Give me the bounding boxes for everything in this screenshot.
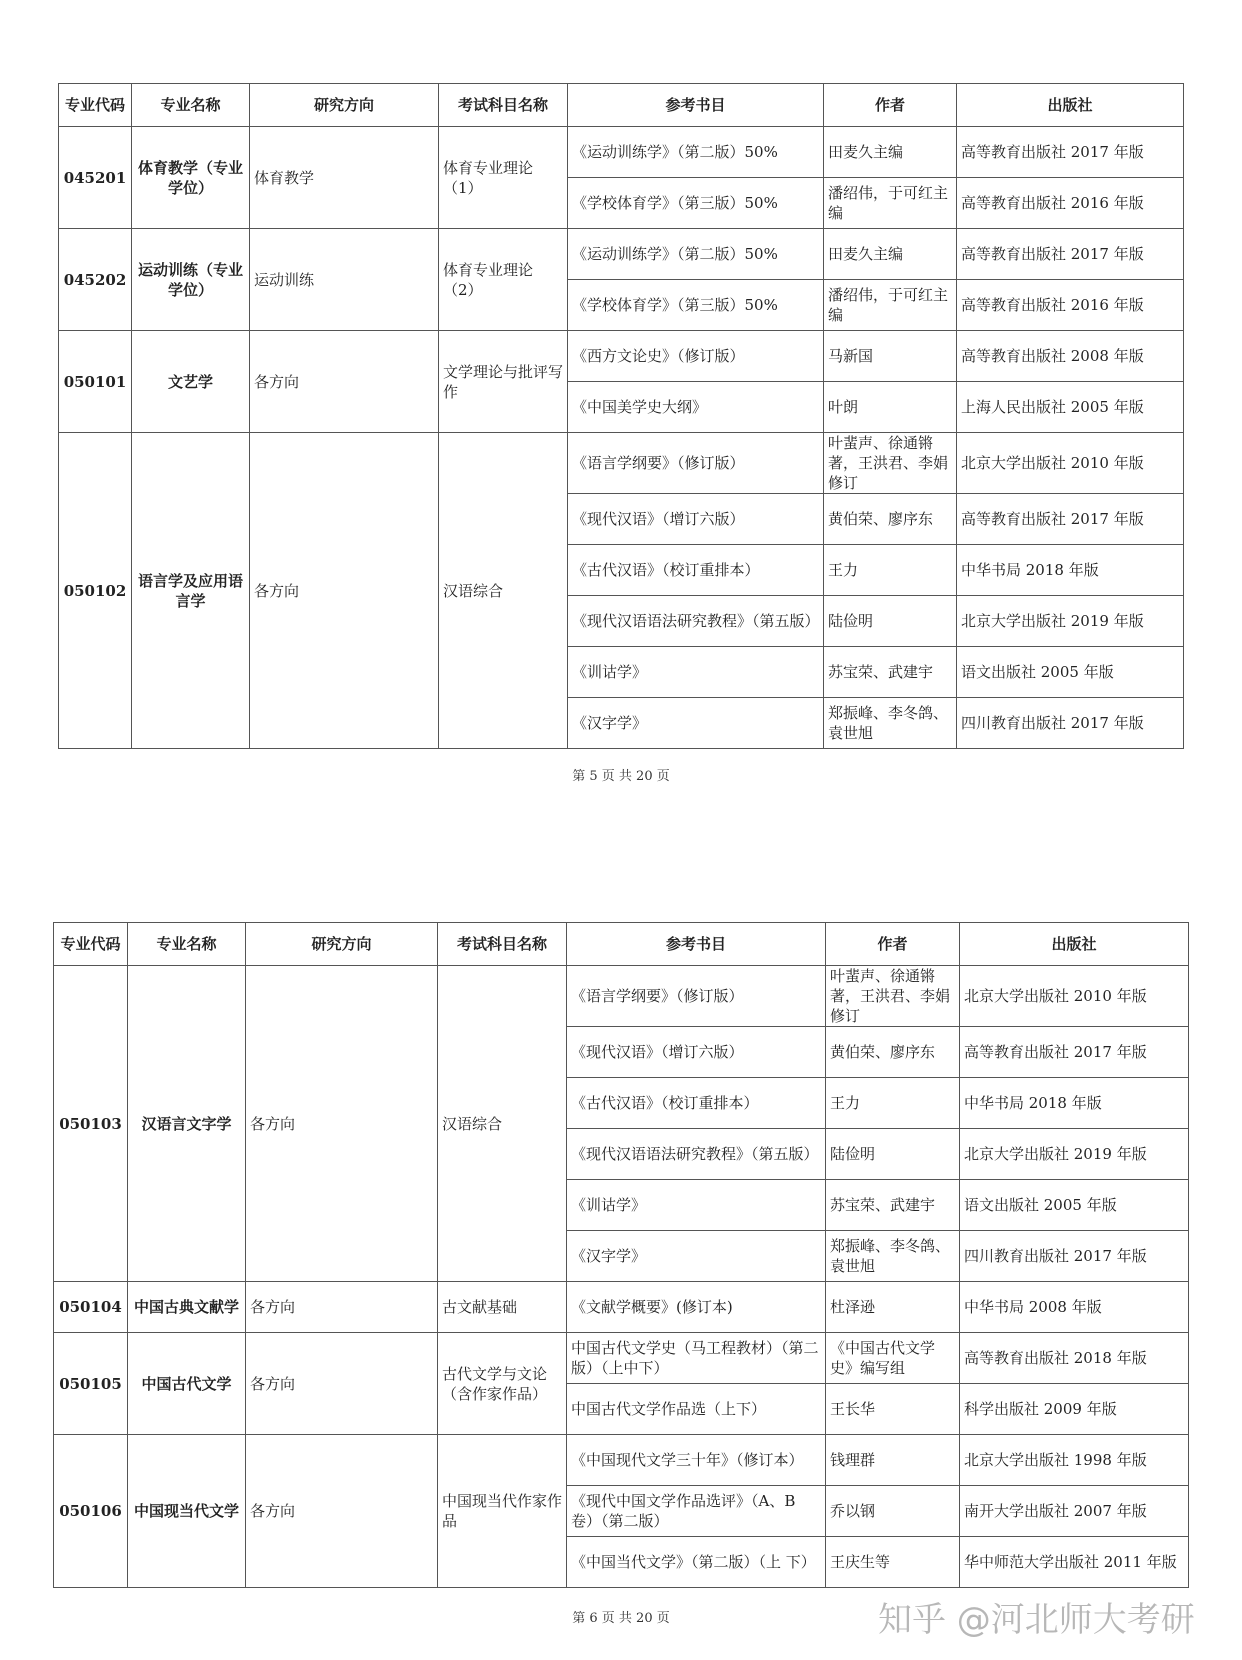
book-author: 乔以钢 xyxy=(826,1486,960,1537)
page-footer: 第 5 页 共 20 页 xyxy=(572,769,670,784)
book-author: 杜泽逊 xyxy=(826,1282,960,1333)
header-books: 参考书目 xyxy=(567,923,826,966)
book-title: 《文献学概要》(修订本) xyxy=(567,1282,826,1333)
book-publisher: 中华书局 2018 年版 xyxy=(957,545,1184,596)
header-direction: 研究方向 xyxy=(246,923,438,966)
book-publisher: 北京大学出版社 2019 年版 xyxy=(957,596,1184,647)
book-author: 黄伯荣、廖序东 xyxy=(826,1027,960,1078)
table-row xyxy=(54,1435,1189,1486)
book-title: 《运动训练学》（第二版）50% xyxy=(568,127,824,178)
book-author: 苏宝荣、武建宇 xyxy=(826,1180,960,1231)
header-publisher: 出版社 xyxy=(957,84,1184,127)
exam-subject: 汉语综合 xyxy=(438,966,567,1282)
book-author: 王力 xyxy=(826,1078,960,1129)
book-author: 叶蜚声、徐通锵著，王洪君、李娟修订 xyxy=(826,966,960,1027)
exam-subject: 体育专业理论（2） xyxy=(439,229,568,331)
book-title: 《中国现代文学三十年》（修订本） xyxy=(567,1435,826,1486)
book-publisher: 四川教育出版社 2017 年版 xyxy=(957,698,1184,749)
book-title: 《学校体育学》（第三版）50% xyxy=(568,280,824,331)
book-title: 《现代中国文学作品选评》（A、B 卷）（第二版） xyxy=(567,1486,826,1537)
book-publisher: 中华书局 2008 年版 xyxy=(960,1282,1189,1333)
book-author: 叶朗 xyxy=(824,382,957,433)
header-author: 作者 xyxy=(824,84,957,127)
book-title: 《中国当代文学》（第二版）（上 下） xyxy=(567,1537,826,1588)
book-publisher: 中华书局 2018 年版 xyxy=(960,1078,1189,1129)
major-code: 050102 xyxy=(59,433,132,749)
book-author: 马新国 xyxy=(824,331,957,382)
book-title: 《训诂学》 xyxy=(568,647,824,698)
table-row xyxy=(54,1333,1189,1384)
research-direction: 各方向 xyxy=(246,1333,438,1435)
major-name: 运动训练（专业学位） xyxy=(132,229,250,331)
header-author: 作者 xyxy=(826,923,960,966)
header-exam: 考试科目名称 xyxy=(438,923,567,966)
header-direction: 研究方向 xyxy=(250,84,439,127)
book-publisher: 高等教育出版社 2017 年版 xyxy=(957,229,1184,280)
major-name: 语言学及应用语言学 xyxy=(132,433,250,749)
book-publisher: 科学出版社 2009 年版 xyxy=(960,1384,1189,1435)
exam-subject: 汉语综合 xyxy=(439,433,568,749)
exam-subject: 中国现当代作家作品 xyxy=(438,1435,567,1588)
book-author: 王庆生等 xyxy=(826,1537,960,1588)
book-publisher: 北京大学出版社 2019 年版 xyxy=(960,1129,1189,1180)
major-name: 体育教学（专业学位） xyxy=(132,127,250,229)
table-row xyxy=(59,127,1184,178)
header-name: 专业名称 xyxy=(132,84,250,127)
book-author: 王力 xyxy=(824,545,957,596)
table-row xyxy=(59,229,1184,280)
book-title: 《运动训练学》（第二版）50% xyxy=(568,229,824,280)
research-direction: 各方向 xyxy=(246,966,438,1282)
book-publisher: 高等教育出版社 2008 年版 xyxy=(957,331,1184,382)
book-publisher: 高等教育出版社 2018 年版 xyxy=(960,1333,1189,1384)
research-direction: 各方向 xyxy=(246,1282,438,1333)
book-title: 中国古代文学作品选（上下） xyxy=(567,1384,826,1435)
book-publisher: 南开大学出版社 2007 年版 xyxy=(960,1486,1189,1537)
book-title: 《训诂学》 xyxy=(567,1180,826,1231)
book-publisher: 华中师范大学出版社 2011 年版 xyxy=(960,1537,1189,1588)
major-code: 045202 xyxy=(59,229,132,331)
research-direction: 体育教学 xyxy=(250,127,439,229)
book-publisher: 四川教育出版社 2017 年版 xyxy=(960,1231,1189,1282)
major-name: 汉语言文字学 xyxy=(128,966,246,1282)
table-row xyxy=(54,966,1189,1027)
research-direction: 各方向 xyxy=(250,433,439,749)
book-author: 田麦久主编 xyxy=(824,127,957,178)
book-author: 潘绍伟，于可红主编 xyxy=(824,280,957,331)
table-row xyxy=(54,1282,1189,1333)
book-title: 《现代汉语》（增订六版） xyxy=(568,494,824,545)
book-publisher: 北京大学出版社 2010 年版 xyxy=(960,966,1189,1027)
header-exam: 考试科目名称 xyxy=(439,84,568,127)
book-title: 《古代汉语》（校订重排本） xyxy=(567,1078,826,1129)
major-code: 050104 xyxy=(54,1282,128,1333)
major-name: 中国古代文学 xyxy=(128,1333,246,1435)
book-author: 《中国古代文学史》编写组 xyxy=(826,1333,960,1384)
zhihu-watermark: 知乎 @河北师大考研 xyxy=(878,1600,1195,1640)
book-publisher: 高等教育出版社 2016 年版 xyxy=(957,178,1184,229)
book-author: 王长华 xyxy=(826,1384,960,1435)
book-publisher: 北京大学出版社 2010 年版 xyxy=(957,433,1184,494)
research-direction: 各方向 xyxy=(250,331,439,433)
book-author: 潘绍伟，于可红主编 xyxy=(824,178,957,229)
page-footer: 第 6 页 共 20 页 xyxy=(572,1611,670,1626)
table-row xyxy=(59,433,1184,494)
book-publisher: 高等教育出版社 2017 年版 xyxy=(957,127,1184,178)
book-publisher: 高等教育出版社 2017 年版 xyxy=(960,1027,1189,1078)
book-author: 郑振峰、李冬鸽、袁世旭 xyxy=(824,698,957,749)
book-author: 叶蜚声、徐通锵著，王洪君、李娟修订 xyxy=(824,433,957,494)
book-publisher: 高等教育出版社 2017 年版 xyxy=(957,494,1184,545)
book-title: 中国古代文学史（马工程教材）（第二版）（上中下） xyxy=(567,1333,826,1384)
book-title: 《古代汉语》（校订重排本） xyxy=(568,545,824,596)
book-title: 《现代汉语语法研究教程》（第五版） xyxy=(568,596,824,647)
header-publisher: 出版社 xyxy=(960,923,1189,966)
page-5-table xyxy=(58,83,1184,749)
header-books: 参考书目 xyxy=(568,84,824,127)
book-author: 田麦久主编 xyxy=(824,229,957,280)
book-publisher: 北京大学出版社 1998 年版 xyxy=(960,1435,1189,1486)
major-code: 050101 xyxy=(59,331,132,433)
book-title: 《学校体育学》（第三版）50% xyxy=(568,178,824,229)
page-6-table xyxy=(53,922,1189,1588)
book-title: 《语言学纲要》（修订版） xyxy=(567,966,826,1027)
book-publisher: 高等教育出版社 2016 年版 xyxy=(957,280,1184,331)
book-title: 《中国美学史大纲》 xyxy=(568,382,824,433)
exam-subject: 文学理论与批评写作 xyxy=(439,331,568,433)
header-code: 专业代码 xyxy=(54,923,128,966)
exam-subject: 体育专业理论（1） xyxy=(439,127,568,229)
book-title: 《现代汉语语法研究教程》（第五版） xyxy=(567,1129,826,1180)
major-code: 050106 xyxy=(54,1435,128,1588)
book-author: 钱理群 xyxy=(826,1435,960,1486)
book-author: 陆俭明 xyxy=(826,1129,960,1180)
major-code: 050103 xyxy=(54,966,128,1282)
book-author: 苏宝荣、武建宇 xyxy=(824,647,957,698)
book-author: 黄伯荣、廖序东 xyxy=(824,494,957,545)
book-title: 《西方文论史》（修订版） xyxy=(568,331,824,382)
major-name: 中国古典文献学 xyxy=(128,1282,246,1333)
major-code: 050105 xyxy=(54,1333,128,1435)
book-title: 《语言学纲要》（修订版） xyxy=(568,433,824,494)
major-code: 045201 xyxy=(59,127,132,229)
book-author: 郑振峰、李冬鸽、袁世旭 xyxy=(826,1231,960,1282)
table-row xyxy=(59,331,1184,382)
major-name: 中国现当代文学 xyxy=(128,1435,246,1588)
header-code: 专业代码 xyxy=(59,84,132,127)
exam-subject: 古文献基础 xyxy=(438,1282,567,1333)
exam-subject: 古代文学与文论（含作家作品） xyxy=(438,1333,567,1435)
major-name: 文艺学 xyxy=(132,331,250,433)
book-title: 《现代汉语》（增订六版） xyxy=(567,1027,826,1078)
research-direction: 运动训练 xyxy=(250,229,439,331)
book-title: 《汉字学》 xyxy=(567,1231,826,1282)
book-publisher: 上海人民出版社 2005 年版 xyxy=(957,382,1184,433)
book-author: 陆俭明 xyxy=(824,596,957,647)
header-name: 专业名称 xyxy=(128,923,246,966)
research-direction: 各方向 xyxy=(246,1435,438,1588)
book-publisher: 语文出版社 2005 年版 xyxy=(957,647,1184,698)
book-title: 《汉字学》 xyxy=(568,698,824,749)
book-publisher: 语文出版社 2005 年版 xyxy=(960,1180,1189,1231)
